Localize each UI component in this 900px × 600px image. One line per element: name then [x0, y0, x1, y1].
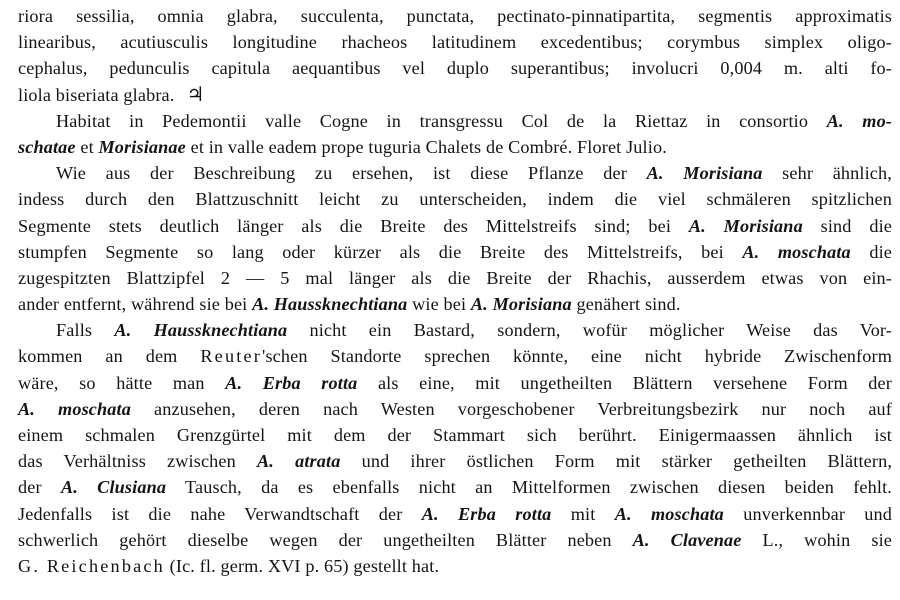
author-name: G. Reichenbach [18, 555, 165, 576]
taxon-name: A. Haussknechtiana [252, 294, 408, 315]
text-run: mit [570, 503, 596, 524]
text-line [18, 213, 892, 239]
text-line [18, 160, 892, 186]
text-line [18, 186, 892, 212]
text-run: linearibus, acutiusculis longitudine rhacheos latitudinem excedentibus; corymbus simplex oligo- [18, 32, 892, 53]
text-run: Tausch, da es ebenfalls nicht an Mittelformen zwischen diesen beiden fehlt. [185, 477, 892, 498]
text-run: sind die [820, 215, 892, 236]
text-run: ander entfernt, während sie bei [18, 294, 248, 315]
paragraph-habitat [18, 108, 892, 160]
text-run: sehr ähnlich, [782, 163, 892, 184]
text-line [18, 108, 892, 134]
text-line [18, 527, 892, 553]
taxon-name: A. Erba rotta [225, 372, 358, 393]
text-run: die [869, 241, 892, 262]
paragraph-comparison [18, 160, 892, 317]
perennial-symbol: ♃ [186, 83, 205, 106]
text-line [18, 553, 892, 579]
text-run: Jedenfalls ist die nahe Verwandtschaft der [18, 503, 403, 524]
author-name: Reuter [200, 346, 263, 367]
paragraph-description [18, 3, 892, 108]
taxon-name: A. Clavenae [632, 529, 742, 550]
text-line [18, 265, 892, 291]
text-run: zugespitzten Blattzipfel 2 — 5 mal länger als die Breite der Rhachis, ausserdem etwas von ein- [18, 267, 892, 288]
text-run: unverkennbar und [743, 503, 893, 524]
text-line [18, 343, 892, 369]
text-line [18, 422, 892, 448]
text-run: genähert sind. [576, 294, 681, 315]
text-line [18, 317, 892, 343]
taxon-name: A. Morisiana [688, 215, 803, 236]
text-run: der [18, 477, 42, 498]
taxon-name: A. Morisiana [470, 294, 572, 315]
text-run: wie bei [412, 294, 467, 315]
taxon-name: A. moschata [18, 398, 131, 419]
text-run: nicht ein Bastard, sondern, wofür möglicher Weise das Vor- [309, 320, 892, 341]
text-line [18, 501, 892, 527]
paragraph-discussion [18, 317, 892, 579]
text-run: schwerlich gehört dieselbe wegen der ungetheilten Blätter neben [18, 529, 612, 550]
text-line [18, 29, 892, 55]
text-run: wäre, so hätte man [18, 372, 205, 393]
text-run: und ihrer östlichen Form mit stärker getheilten Blättern, [361, 451, 893, 472]
taxon-name: Morisianae [98, 136, 186, 157]
text-line [18, 291, 892, 317]
text-run: stumpfen Segmente so lang oder kürzer als die Breite des Mittelstreifs, bei [18, 241, 724, 262]
taxon-name: A. Clusiana [60, 477, 167, 498]
text-run: (Ic. fl. germ. XVI p. 65) gestellt hat. [169, 555, 440, 576]
text-run: cephalus, pedunculis capitula aequantibus vel duplo superantibus; involucri 0,004 m. alti fo- [18, 58, 892, 79]
text-line [18, 396, 892, 422]
text-run: das Verhältniss zwischen [18, 451, 236, 472]
text-run: anzusehen, deren nach Westen vorgeschobener Verbreitungsbezirk nur noch auf [154, 398, 892, 419]
document-page [18, 3, 892, 579]
taxon-name: A. Haussknechtiana [114, 320, 288, 341]
text-run: indess durch den Blattzuschnitt leicht zu unterscheiden, indem die viel schmäleren spitzlichen [18, 189, 892, 210]
text-run: liola biseriata glabra. [18, 84, 175, 105]
text-line [18, 134, 892, 160]
text-run: et in valle eadem prope tuguria Chalets de Combré. Floret Julio. [190, 136, 667, 157]
text-run: als eine, mit ungetheilten Blättern versehene Form der [377, 372, 892, 393]
text-run: L., wohin sie [762, 529, 893, 550]
text-run: Habitat in Pedemontii valle Cogne in transgressu Col de la Riettaz in consortio [56, 110, 809, 131]
text-run: riora sessilia, omnia glabra, succulenta, punctata, pectinato-pinnatipartita, segmentis approximatis [18, 6, 892, 26]
taxon-name: schatae [18, 136, 76, 157]
text-line [18, 448, 892, 474]
text-line [18, 474, 892, 500]
taxon-name: A. Erba rotta [421, 503, 552, 524]
text-run: einem schmalen Grenzgürtel mit dem der Stammart sich berührt. Einigermaassen ähnlich ist [18, 425, 892, 445]
text-run: kommen an dem [18, 346, 178, 367]
text-run: Wie aus der Beschreibung zu ersehen, ist diese Pflanze der [56, 163, 627, 184]
text-line [18, 370, 892, 396]
text-line [18, 239, 892, 265]
text-run: Segmente stets deutlich länger als die Breite des Mittelstreifs sind; bei [18, 215, 672, 236]
text-run: et [80, 136, 94, 157]
taxon-name: A. atrata [257, 451, 341, 472]
text-run: 'schen Standorte sprechen könnte, eine nicht hybride Zwischenform [262, 346, 893, 367]
taxon-name: A. mo- [826, 110, 893, 131]
text-line [18, 3, 892, 29]
taxon-name: A. moschata [614, 503, 724, 524]
text-line [18, 55, 892, 81]
text-run: Falls [56, 320, 93, 341]
text-line [18, 82, 892, 108]
taxon-name: A. moschata [742, 241, 851, 262]
taxon-name: A. Morisiana [646, 163, 763, 184]
